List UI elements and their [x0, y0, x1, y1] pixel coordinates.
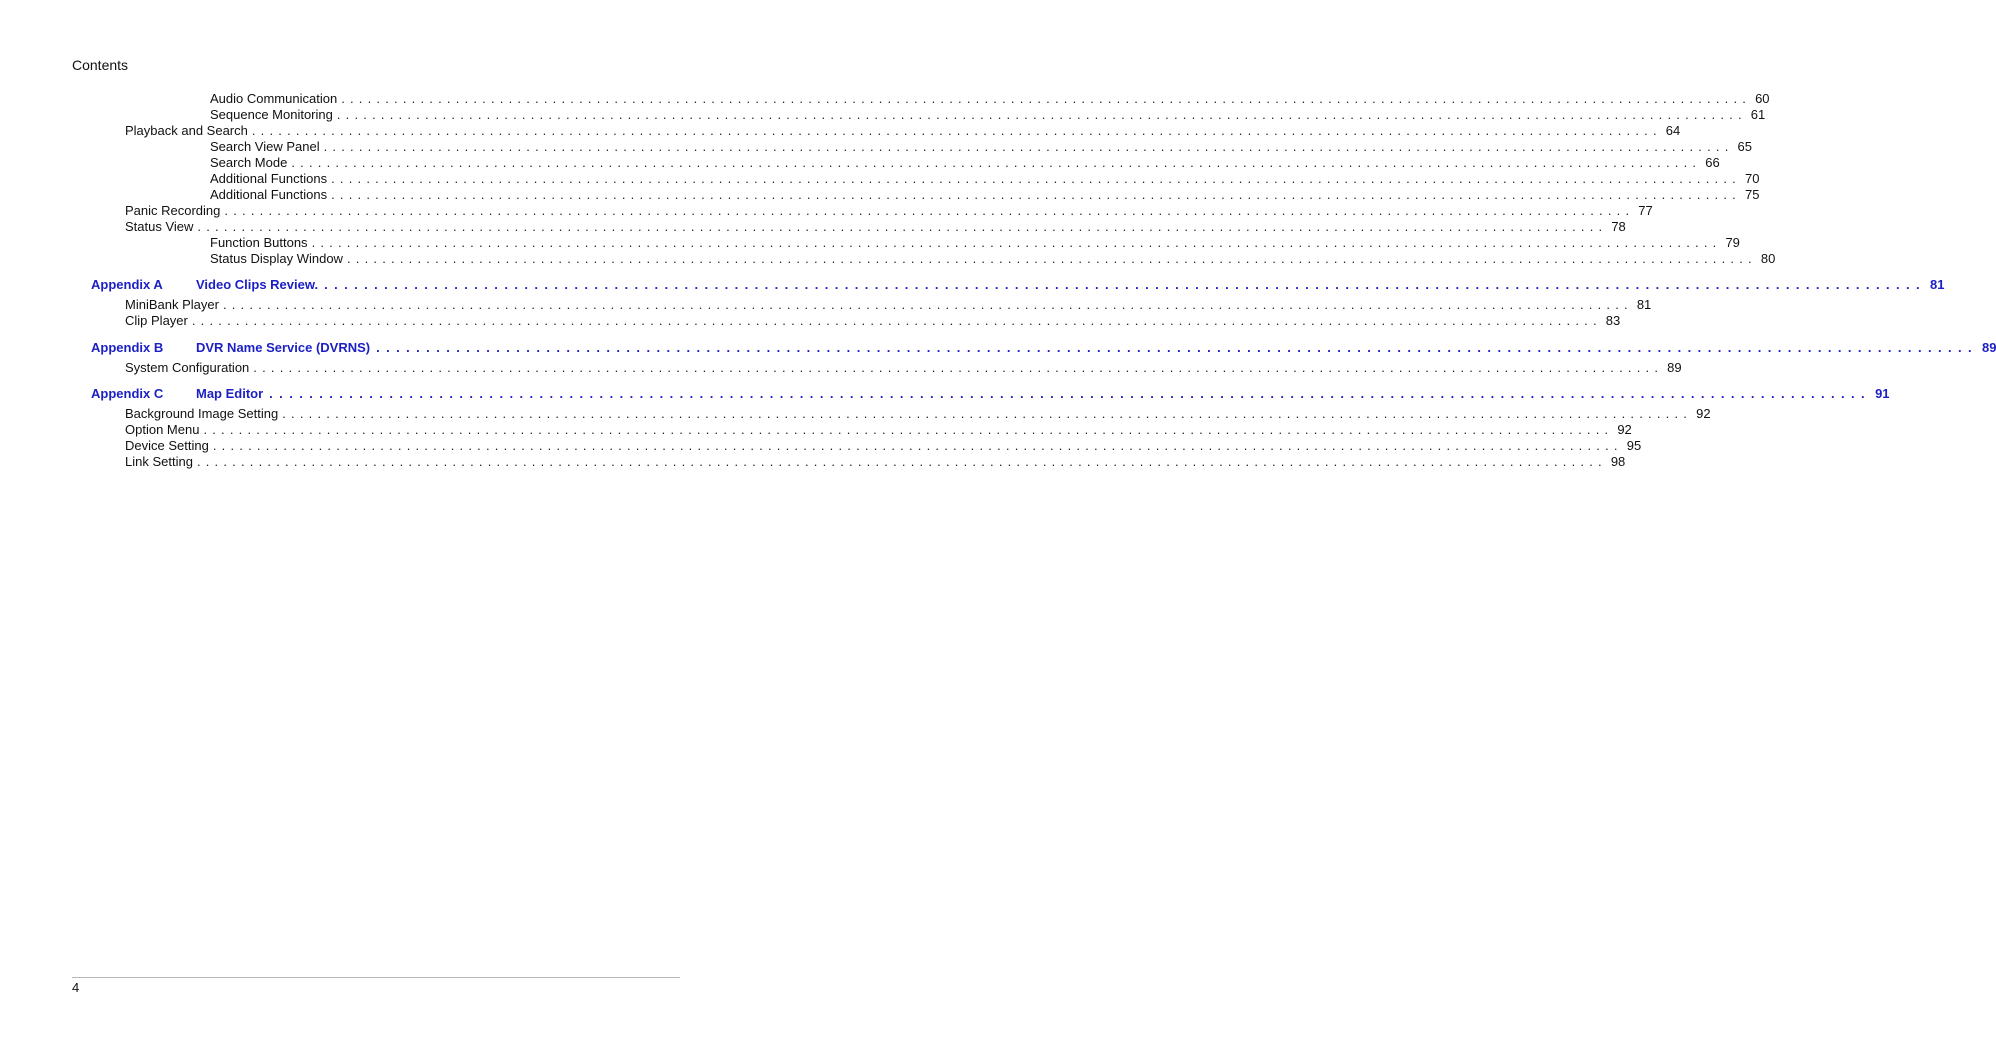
- toc-entry-page: 60: [1755, 91, 1770, 106]
- toc-entry-label: Additional Functions: [210, 171, 328, 186]
- appendix-title: Video Clips Review.: [196, 277, 319, 292]
- dot-leader: ................................................................................................................................................................: [224, 203, 1635, 218]
- page-number: 4: [72, 980, 80, 995]
- dot-leader: ................................................................................................................................................................: [212, 438, 1623, 453]
- dot-leader: ................................................................................................................................................................: [324, 277, 1926, 292]
- dot-leader: ................................................................................................................................................................: [341, 91, 1752, 106]
- toc-entry-label: Clip Player: [125, 313, 188, 328]
- toc-entry-label: Sequence Monitoring: [210, 107, 333, 122]
- dot-leader: ................................................................................................................................................................: [282, 406, 1693, 421]
- dot-leader: ................................................................................................................................................................: [203, 422, 1614, 437]
- toc-entry-device-setting[interactable]: [125, 438, 1642, 454]
- toc-entry-page: 80: [1760, 251, 1776, 266]
- toc-entry-label: Option Menu: [125, 422, 200, 437]
- toc-appendix-b[interactable]: [91, 340, 1996, 356]
- toc-entry-page: 70: [1744, 171, 1760, 186]
- toc-entry-label: Status Display Window: [210, 251, 343, 266]
- toc-entry-label: Search View Panel: [210, 139, 320, 154]
- toc-entry-label: Additional Functions: [210, 187, 328, 202]
- toc-appendix-c[interactable]: [91, 386, 1890, 402]
- toc-entry-page: 92: [1696, 406, 1711, 421]
- dot-leader: ................................................................................................................................................................: [197, 219, 1608, 234]
- toc-entry-additional-functions-70[interactable]: [210, 171, 1760, 187]
- toc-entry-status-view[interactable]: [125, 219, 1626, 235]
- toc-entry-label: MiniBank Player: [125, 297, 219, 312]
- toc-entry-playback-and-search[interactable]: [125, 123, 1681, 139]
- toc-entry-page: 65: [1737, 139, 1752, 154]
- dot-leader: ................................................................................................................................................................: [331, 171, 1741, 186]
- toc-entry-label: Playback and Search: [125, 123, 248, 138]
- toc-entry-minibank-player[interactable]: [125, 297, 1652, 313]
- appendix-title: Map Editor: [196, 386, 264, 401]
- dot-leader: ................................................................................................................................................................: [269, 386, 1872, 401]
- dot-leader: ................................................................................................................................................................: [336, 107, 1747, 122]
- toc-entry-page: 92: [1617, 422, 1632, 437]
- dot-leader: ................................................................................................................................................................: [323, 139, 1734, 154]
- appendix-id: Appendix C: [91, 386, 164, 401]
- dot-leader: ................................................................................................................................................................: [191, 313, 1602, 328]
- dot-leader: ................................................................................................................................................................: [253, 360, 1664, 375]
- toc-entry-page: 81: [1636, 297, 1652, 312]
- page-header-title: Contents: [72, 57, 129, 73]
- toc-entry-additional-functions-75[interactable]: [210, 187, 1760, 203]
- footer-divider: [72, 977, 680, 978]
- toc-entry-label: Panic Recording: [125, 203, 221, 218]
- toc-entry-page: 61: [1750, 107, 1766, 122]
- toc-entry-page: 77: [1638, 203, 1653, 218]
- toc-entry-background-image-setting[interactable]: [125, 406, 1711, 422]
- toc-entry-page: 66: [1705, 155, 1720, 170]
- toc-entry-page: 78: [1611, 219, 1626, 234]
- toc-entry-label: Status View: [125, 219, 194, 234]
- appendix-id: Appendix B: [91, 340, 164, 355]
- appendix-page: 91: [1875, 386, 1890, 401]
- dot-leader: ................................................................................................................................................................: [222, 297, 1633, 312]
- toc-entry-function-buttons[interactable]: [210, 235, 1740, 251]
- toc-entry-page: 95: [1626, 438, 1642, 453]
- dot-leader: ................................................................................................................................................................: [346, 251, 1757, 266]
- appendix-page: 89: [1982, 340, 1996, 355]
- dot-leader: ................................................................................................................................................................: [311, 235, 1722, 250]
- toc-entry-page: 83: [1605, 313, 1621, 328]
- toc-entry-option-menu[interactable]: [125, 422, 1632, 438]
- toc-entry-page: 64: [1665, 123, 1681, 138]
- toc-entry-label: Search Mode: [210, 155, 288, 170]
- toc-entry-system-configuration[interactable]: [125, 360, 1682, 376]
- toc-appendix-a[interactable]: [91, 277, 1945, 293]
- dot-leader: ................................................................................................................................................................: [196, 454, 1607, 469]
- toc-entry-label: Function Buttons: [210, 235, 308, 250]
- appendix-id: Appendix A: [91, 277, 163, 292]
- toc-entry-search-mode[interactable]: [210, 155, 1720, 171]
- toc-entry-status-display-window[interactable]: [210, 251, 1776, 267]
- toc-entry-label: Audio Communication: [210, 91, 338, 106]
- dot-leader: ................................................................................................................................................................: [251, 123, 1662, 138]
- appendix-title: DVR Name Service (DVRNS): [196, 340, 371, 355]
- dot-leader: ................................................................................................................................................................: [331, 187, 1741, 202]
- toc-entry-panic-recording[interactable]: [125, 203, 1653, 219]
- toc-entry-label: Device Setting: [125, 438, 209, 453]
- toc-entry-link-setting[interactable]: [125, 454, 1626, 470]
- toc-entry-page: 89: [1667, 360, 1682, 375]
- dot-leader: ................................................................................................................................................................: [291, 155, 1702, 170]
- toc-entry-clip-player[interactable]: [125, 313, 1621, 329]
- toc-entry-page: 98: [1610, 454, 1626, 469]
- toc-entry-page: 79: [1725, 235, 1740, 250]
- toc-entry-audio-communication[interactable]: [210, 91, 1770, 107]
- appendix-page: 81: [1930, 277, 1945, 292]
- toc-entry-label: Link Setting: [125, 454, 193, 469]
- toc-entry-sequence-monitoring[interactable]: [210, 107, 1766, 123]
- toc-entry-page: 75: [1744, 187, 1760, 202]
- toc-entry-search-view-panel[interactable]: [210, 139, 1752, 155]
- toc-entry-label: Background Image Setting: [125, 406, 279, 421]
- toc-entry-label: System Configuration: [125, 360, 250, 375]
- dot-leader: ................................................................................................................................................................: [376, 340, 1979, 355]
